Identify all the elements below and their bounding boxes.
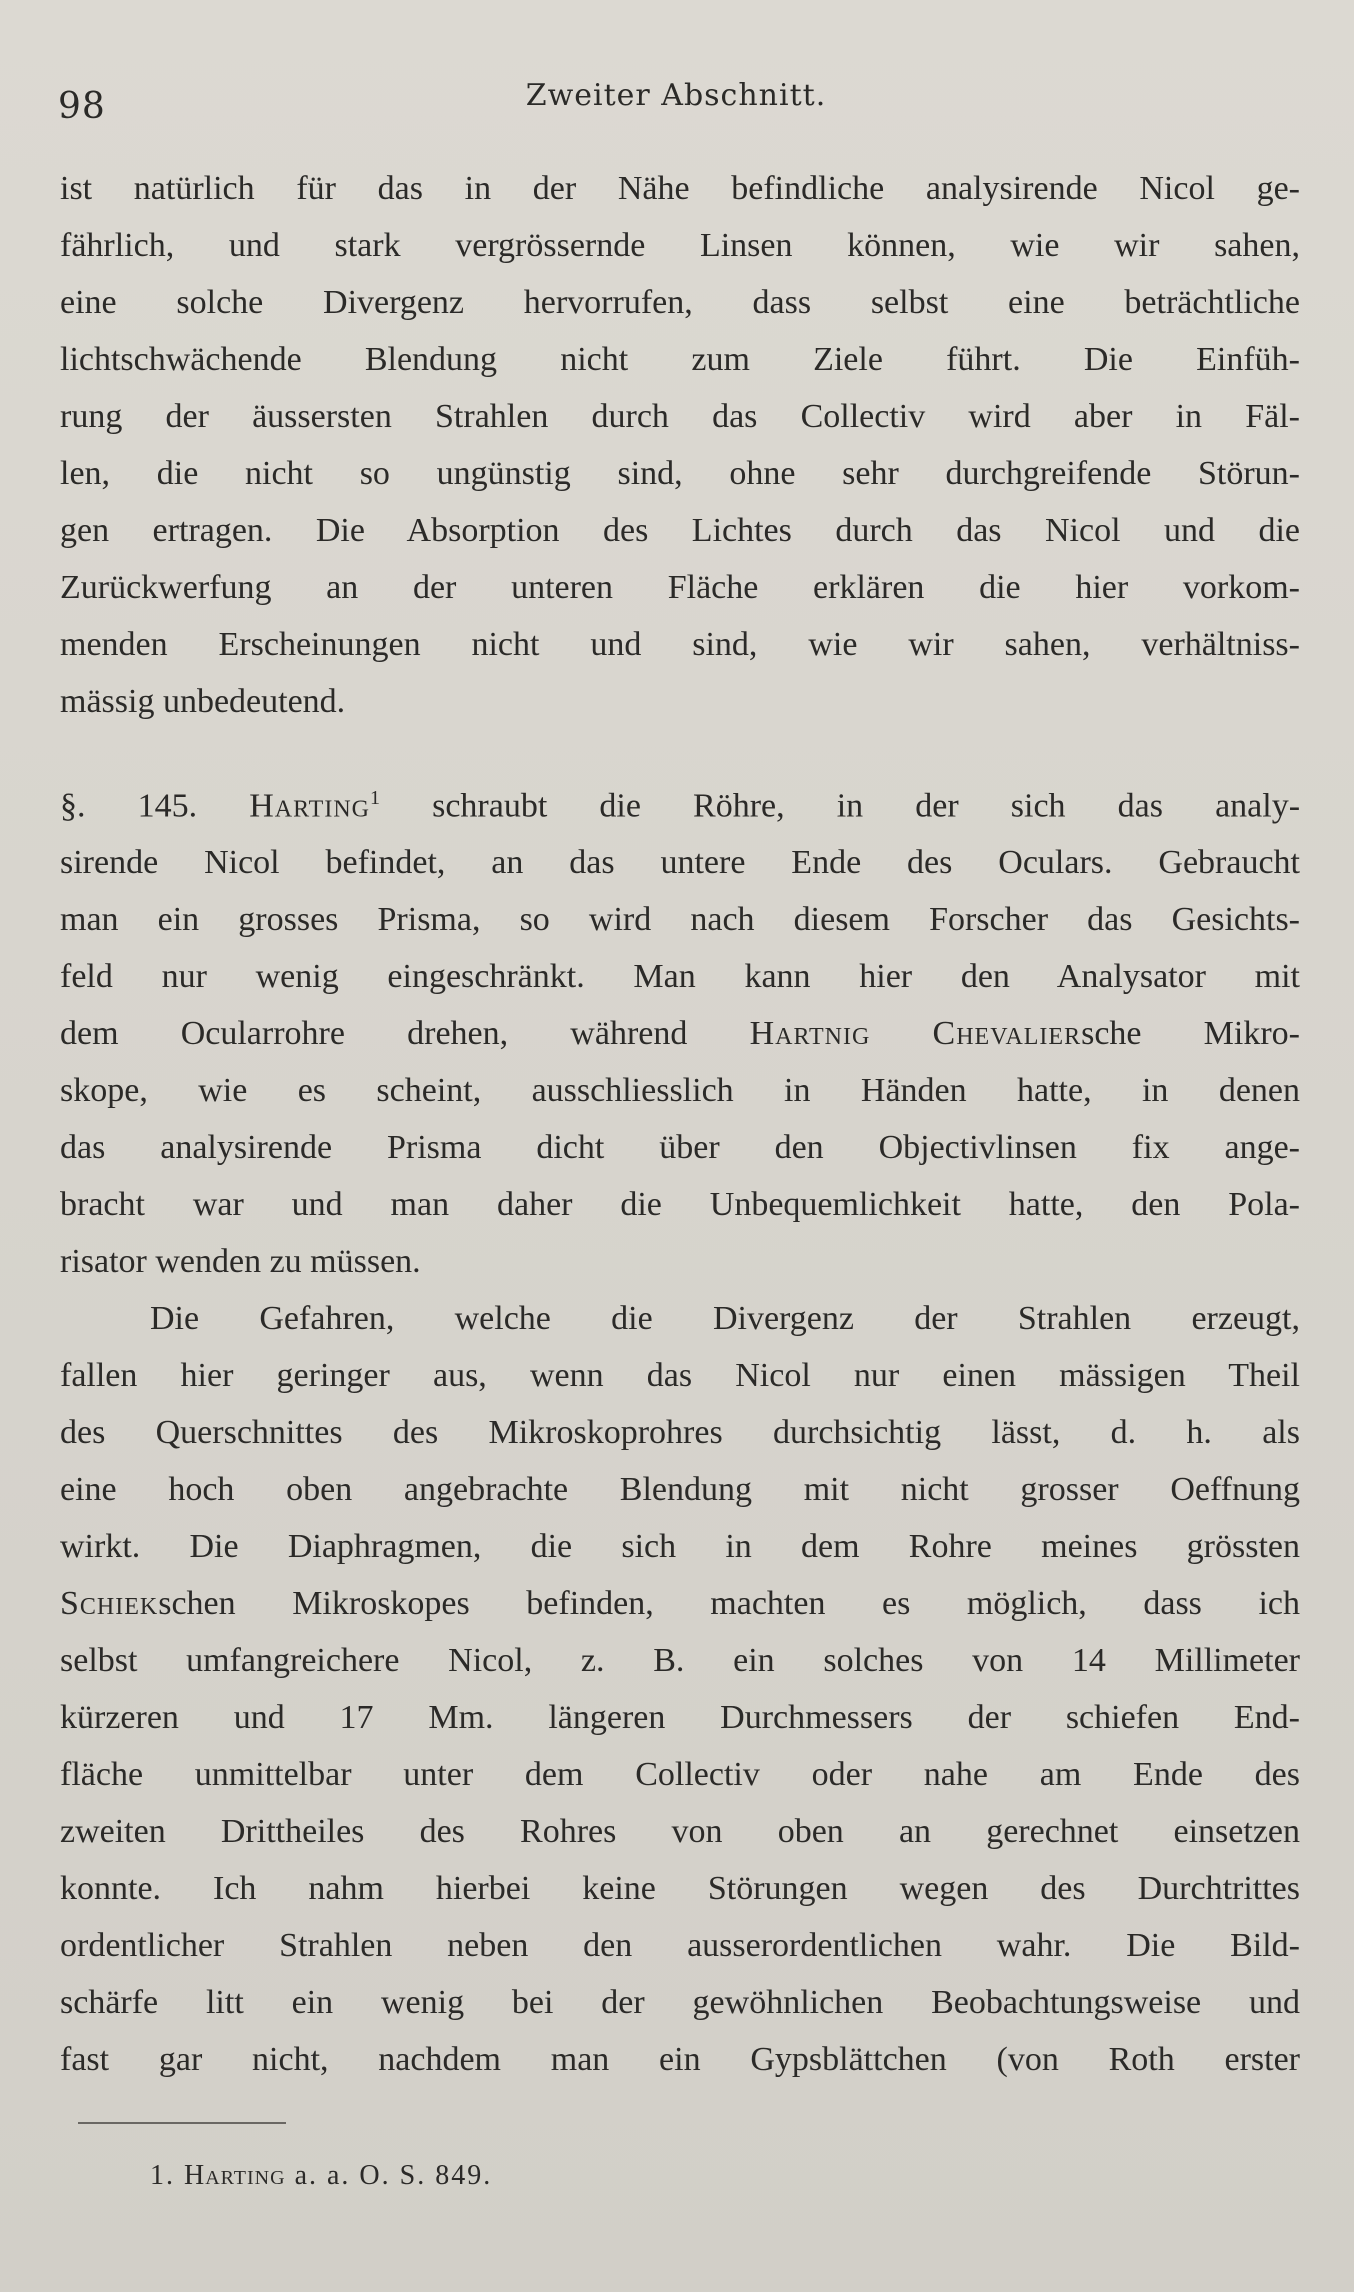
footnote-number: 1.: [150, 2160, 175, 2191]
text-line: Die Gefahren, welche die Divergenz der Strahlen erzeugt,: [150, 1300, 1300, 1338]
text-line: fallen hier geringer aus, wenn das Nicol nur einen mässigen Theil: [60, 1357, 1300, 1395]
text-line: len, die nicht so ungünstig sind, ohne sehr durchgreifende Störun-: [60, 455, 1300, 492]
text-line: menden Erscheinungen nicht und sind, wie wir sahen, verhältniss-: [60, 626, 1300, 663]
text-line: ist natürlich für das in der Nähe befindliche analysirende Nicol ge-: [60, 170, 1300, 207]
text-line: eine solche Divergenz hervorrufen, dass selbst eine beträchtliche: [60, 284, 1300, 321]
footnote-reference: 1: [370, 787, 380, 809]
text-line: Schiekschen Mikroskopes befinden, machten es möglich, dass ich: [60, 1585, 1300, 1623]
footnote-rule: [78, 2122, 286, 2124]
footnote: [150, 2160, 492, 2192]
text-line: skope, wie es scheint, ausschliesslich in Händen hatte, in denen: [60, 1072, 1300, 1110]
text-line: konnte. Ich nahm hierbei keine Störungen wegen des Durchtrittes: [60, 1870, 1300, 1908]
text-line: das analysirende Prisma dicht über den Objectivlinsen fix ange-: [60, 1129, 1300, 1167]
section-number: §. 145.: [60, 787, 198, 825]
text-line: man ein grosses Prisma, so wird nach diesem Forscher das Gesichts-: [60, 901, 1300, 939]
text-line: rung der äussersten Strahlen durch das Collectiv wird aber in Fäl-: [60, 398, 1300, 435]
text-line: bracht war und man daher die Unbequemlichkeit hatte, den Pola-: [60, 1186, 1300, 1224]
text-line: zweiten Drittheiles des Rohres von oben an gerechnet einsetzen: [60, 1813, 1300, 1851]
text-line: dem Ocularrohre drehen, während Hartnig Chevaliersche Mikro-: [60, 1015, 1301, 1053]
page-number: 98: [58, 86, 106, 127]
author-name: Schiek: [60, 1585, 159, 1623]
text-line: ordentlicher Strahlen neben den ausserordentlichen wahr. Die Bild-: [60, 1927, 1300, 1965]
author-name: Hartnig: [749, 1015, 871, 1053]
text-line: mässig unbedeutend.: [60, 683, 346, 720]
author-name: Chevalier: [932, 1015, 1082, 1053]
text-line: gen ertragen. Die Absorption des Lichtes durch das Nicol und die: [60, 512, 1300, 549]
text-line: schärfe litt ein wenig bei der gewöhnlichen Beobachtungsweise und: [60, 1984, 1300, 2022]
paragraph-3: [60, 1290, 1300, 2088]
text-line: fährlich, und stark vergrössernde Linsen können, wie wir sahen,: [60, 227, 1300, 264]
text-line: lichtschwächende Blendung nicht zum Ziele führt. Die Einfüh-: [60, 341, 1300, 378]
text-line: §. 145. Harting$^1$ schraubt die Röhre, in der sich das analy-: [60, 787, 1301, 825]
page-header: [58, 78, 1294, 128]
paragraph-2: [60, 770, 1300, 1290]
text-line: wirkt. Die Diaphragmen, die sich in dem Rohre meines grössten: [60, 1528, 1300, 1566]
text-line: selbst umfangreichere Nicol, z. B. ein solches von 14 Millimeter: [60, 1642, 1300, 1680]
body-text: [60, 160, 1300, 2088]
author-name: Harting: [249, 787, 370, 825]
text-line: kürzeren und 17 Mm. längeren Durchmessers der schiefen End-: [60, 1699, 1300, 1737]
running-head: Zweiter Abschnitt.: [525, 78, 827, 113]
text-line: fläche unmittelbar unter dem Collectiv oder nahe am Ende des: [60, 1756, 1300, 1794]
text-line: eine hoch oben angebrachte Blendung mit nicht grosser Oeffnung: [60, 1471, 1300, 1509]
text-line: risator wenden zu müssen.: [60, 1243, 421, 1281]
footnote-citation: a. a. O. S. 849.: [294, 2160, 493, 2191]
text-line: feld nur wenig eingeschränkt. Man kann hier den Analysator mit: [60, 958, 1300, 996]
text-line: des Querschnittes des Mikroskoprohres durchsichtig lässt, d. h. als: [60, 1414, 1300, 1452]
text-line: sirende Nicol befindet, an das untere Ende des Oculars. Gebraucht: [60, 844, 1300, 882]
text-line: Zurückwerfung an der unteren Fläche erklären die hier vorkom-: [60, 569, 1300, 606]
text-line: fast gar nicht, nachdem man ein Gypsblättchen (von Roth erster: [60, 2041, 1300, 2079]
paragraph-1: [60, 160, 1300, 730]
author-name: Harting: [184, 2160, 286, 2191]
